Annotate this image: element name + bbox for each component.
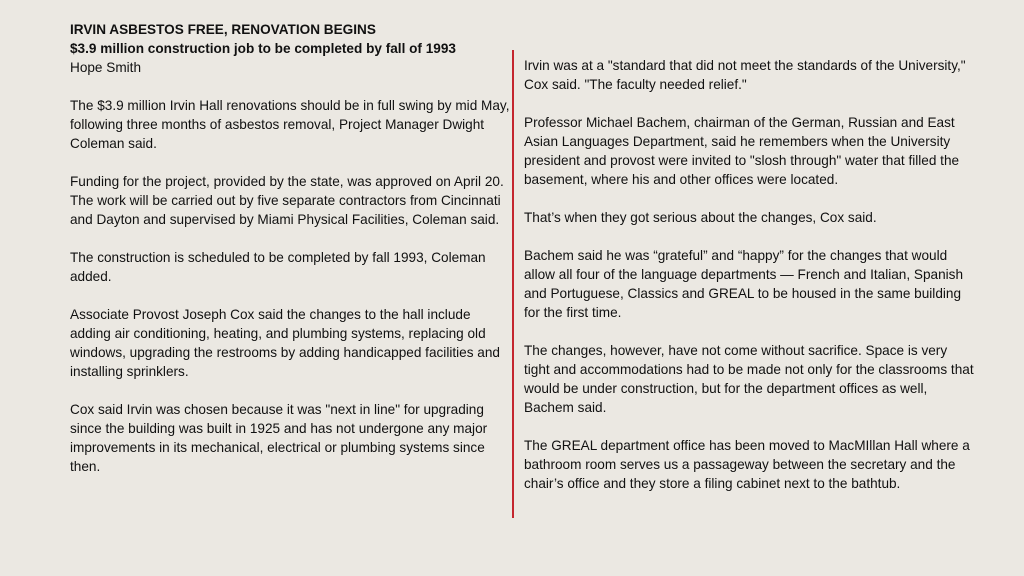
- paragraph: Associate Provost Joseph Cox said the changes to the hall include adding air conditioning, heating, and plumbing systems, replacing old windows, upgrading the restrooms by adding handicapped facilities and installing sprinklers.: [70, 307, 500, 379]
- left-column: [70, 20, 510, 495]
- paragraph: That’s when they got serious about the changes, Cox said.: [524, 210, 877, 225]
- paragraph: The GREAL department office has been moved to MacMIllan Hall where a bathroom room serves us a passageway between the secretary and the chair’s office and they store a filing cabinet next to the bathtub.: [524, 438, 970, 491]
- paragraph: The construction is scheduled to be completed by fall 1993, Coleman added.: [70, 250, 486, 284]
- right-column: [524, 56, 974, 512]
- paragraph: Funding for the project, provided by the state, was approved on April 20. The work will be carried out by five separate contractors from Cincinnati and Dayton and supervised by Miami Physical Facilities, Coleman said.: [70, 174, 504, 227]
- paragraph: The changes, however, have not come without sacrifice. Space is very tight and accommodations had to be made not only for the classrooms that would be under construction, but for the department offices as well, Bachem said.: [524, 343, 974, 415]
- headline: IRVIN ASBESTOS FREE, RENOVATION BEGINS: [70, 22, 376, 37]
- column-divider: [512, 50, 514, 518]
- paragraph: The $3.9 million Irvin Hall renovations should be in full swing by mid May, following three months of asbestos removal, Project Manager Dwight Coleman said.: [70, 98, 510, 151]
- paragraph: Irvin was at a "standard that did not meet the standards of the University," Cox said. "The faculty needed relief.": [524, 58, 966, 92]
- subheadline: $3.9 million construction job to be completed by fall of 1993: [70, 41, 456, 56]
- paragraph: Cox said Irvin was chosen because it was "next in line" for upgrading since the building was built in 1925 and has not undergone any major improvements in its mechanical, electrical or plumbing systems since then.: [70, 402, 488, 474]
- paragraph: Professor Michael Bachem, chairman of the German, Russian and East Asian Languages Department, said he remembers when the University president and provost were invited to "slosh through" water that filled the basement, where his and other offices were located.: [524, 115, 960, 187]
- paragraph: Bachem said he was “grateful” and “happy” for the changes that would allow all four of the language departments — French and Italian, Spanish and Portuguese, Classics and GREAL to be housed in the same building for the first time.: [524, 248, 964, 320]
- byline: Hope Smith: [70, 60, 142, 75]
